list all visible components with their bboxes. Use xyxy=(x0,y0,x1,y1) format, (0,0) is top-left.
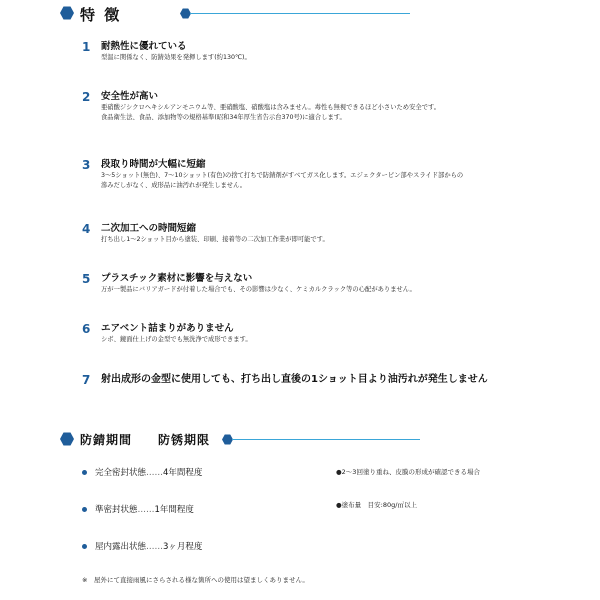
rust-period-title: 防錆期間 xyxy=(80,433,133,447)
feature-heading: 二次加工への時間短縮 xyxy=(101,223,197,234)
feature-text: 打ち出し1～2ショット目から塗装、印刷、接着等の二次加工作業が即可能です。 xyxy=(101,236,329,243)
bullet-icon xyxy=(82,544,87,549)
feature-item-5 xyxy=(82,272,587,295)
rust-period-subtitle: 防锈期限 xyxy=(158,433,211,447)
feature-text: 万が一製品にバリアガードが付着した場合でも、その影響は少なく、ケミカルクラック等の心配がありません。 xyxy=(101,286,416,293)
feature-heading: 耐熱性に優れている xyxy=(101,41,187,52)
feature-heading: 安全性が高い xyxy=(101,91,159,102)
period-value: 3ヶ月程度 xyxy=(163,542,203,552)
feature-heading: プラスチック素材に影響を与えない xyxy=(101,273,253,284)
feature-item-4 xyxy=(82,222,587,245)
feature-number: 2 xyxy=(82,90,91,104)
feature-text: 食品衛生法、食品、添加物等の規格基準(昭和34年厚生省告示台370号)に適合します。 xyxy=(101,114,346,121)
bullet-icon xyxy=(82,470,87,475)
feature-number: 3 xyxy=(82,158,91,172)
feature-item-7 xyxy=(82,373,587,386)
period-label: 準密封状態 xyxy=(95,505,138,515)
features-rule xyxy=(190,13,410,14)
feature-item-6 xyxy=(82,322,587,345)
period-row xyxy=(82,466,202,478)
application-note: ●塗布量 目安:80g/㎡以上 xyxy=(336,501,417,509)
feature-heading: 段取り時間が大幅に短縮 xyxy=(101,159,206,170)
section-hexagon-icon xyxy=(60,432,74,446)
period-leader: …… xyxy=(146,468,164,478)
feature-number: 1 xyxy=(82,40,91,54)
feature-text: 滲みだしがなく、成形品に油汚れが発生しません。 xyxy=(101,182,247,189)
period-leader: …… xyxy=(146,542,164,552)
features-title: 特 徴 xyxy=(80,6,122,24)
period-value: 1年間程度 xyxy=(154,505,194,515)
period-value: 4年間程度 xyxy=(163,468,203,478)
feature-text: 3～5ショット(無色)、7～10ショット(有色)の捨て打ちで防錆剤がすべてガス化します。エジェクターピン部やスライド部からの xyxy=(101,172,464,179)
feature-text: シボ、鏡面仕上げの金型でも無洗浄で成形できます。 xyxy=(101,336,252,343)
feature-item-1 xyxy=(82,40,587,63)
feature-number: 5 xyxy=(82,272,91,286)
bullet-icon xyxy=(82,507,87,512)
feature-heading: エアベント詰まりがありません xyxy=(101,323,234,334)
feature-item-2 xyxy=(82,90,587,123)
application-note: ●2～3回塗り重ね、皮膜の形成が確認できる場合 xyxy=(336,468,480,476)
period-row xyxy=(82,540,202,552)
feature-text: 亜硝酸ジシクロヘキシルアンモニウム等、亜硝酸塩、硝酸塩は含みません。毒性も無視できるほど小さいため安全です。 xyxy=(101,104,441,111)
feature-number: 6 xyxy=(82,322,91,336)
rust-period-rule xyxy=(232,439,420,440)
feature-number: 7 xyxy=(82,373,91,387)
period-label: 屋内露出状態 xyxy=(95,542,147,552)
feature-text: 型温に関係なく、防錆効果を発揮します(約130℃)。 xyxy=(101,54,251,61)
period-row xyxy=(82,503,194,515)
footnote: ※ 屋外にて直接雨風にさらされる様な箇所への使用は望ましくありません。 xyxy=(82,576,309,584)
section-hexagon-icon xyxy=(60,6,74,20)
period-leader: …… xyxy=(137,505,155,515)
feature-item-3 xyxy=(82,158,587,191)
period-label: 完全密封状態 xyxy=(95,468,147,478)
feature-heading: 射出成形の金型に使用しても、打ち出し直後の1ショット目より油汚れが発生しません xyxy=(101,374,488,385)
feature-number: 4 xyxy=(82,222,91,236)
